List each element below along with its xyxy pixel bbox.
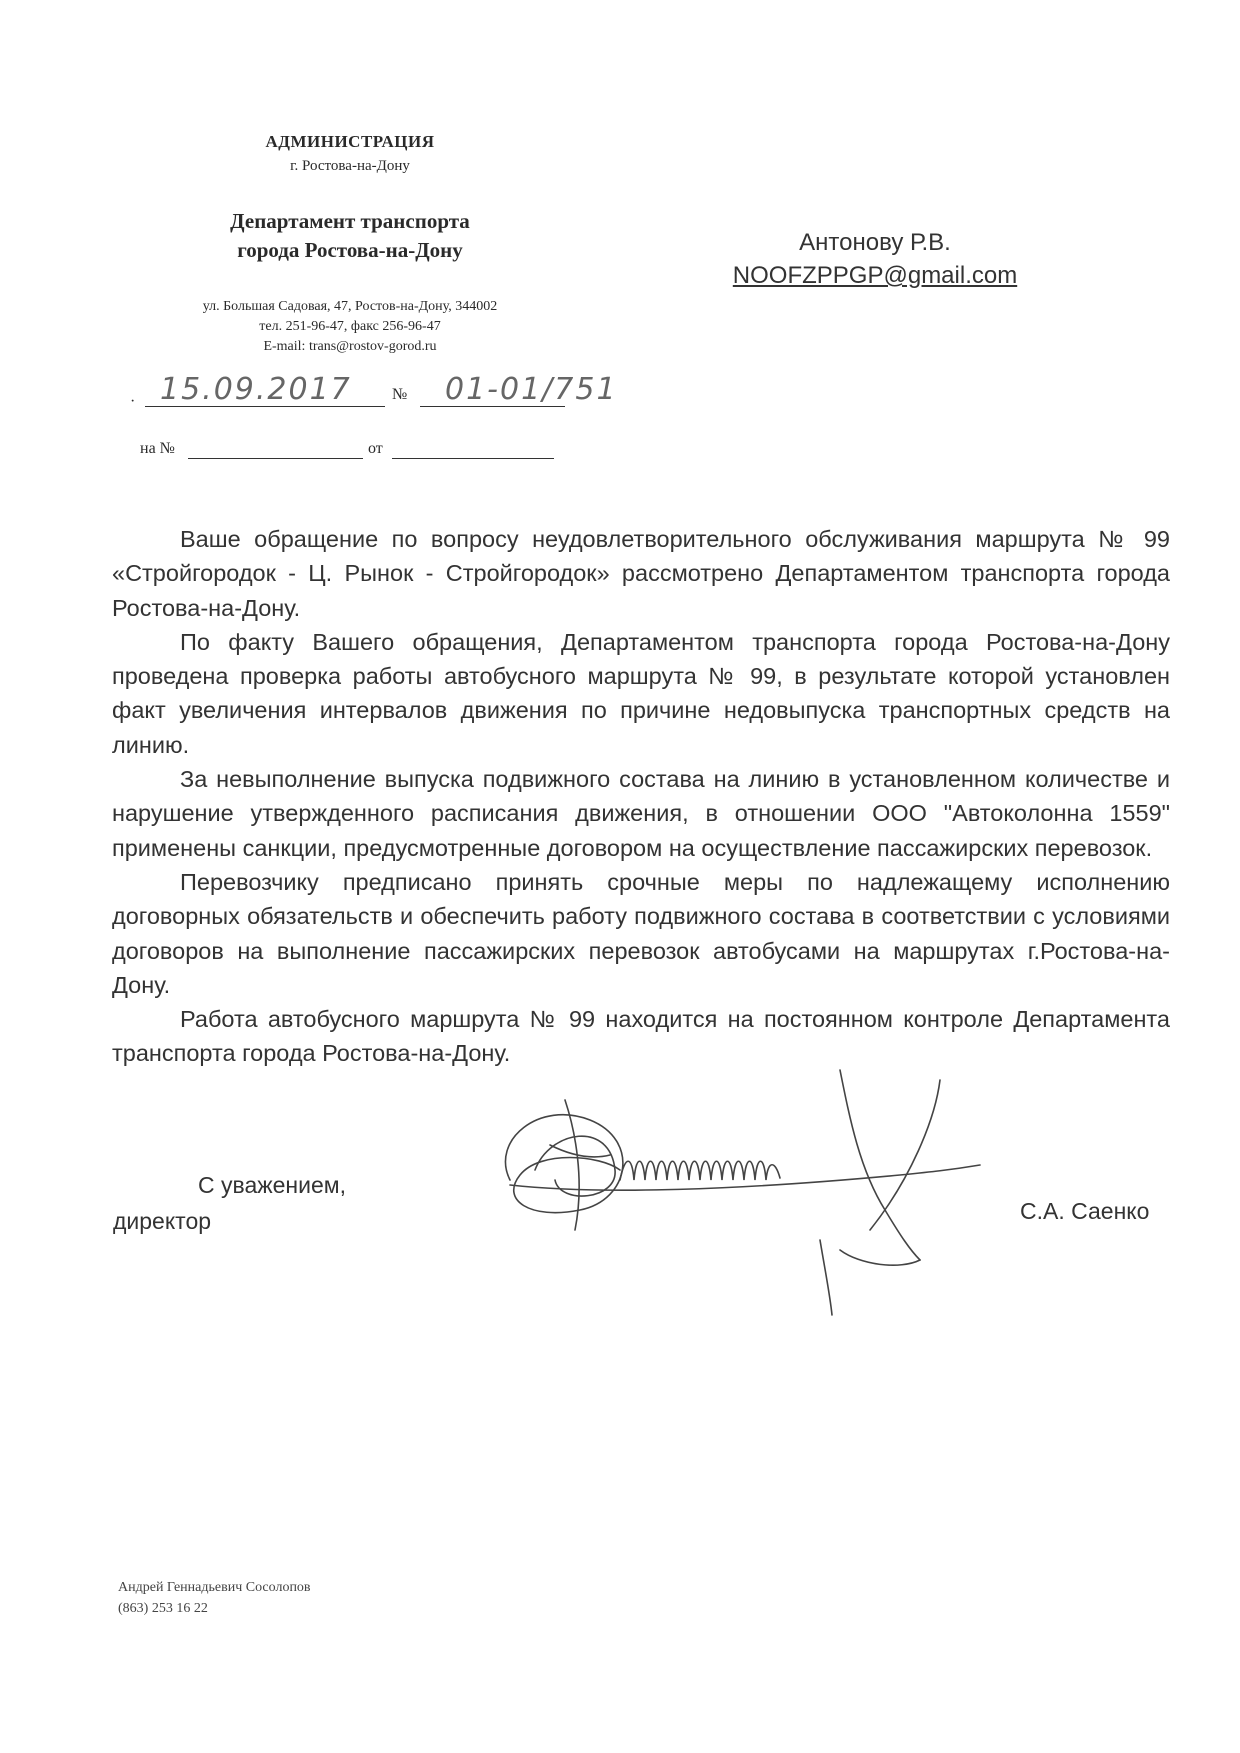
letterhead-city: г. Ростова-на-Дону xyxy=(290,158,410,174)
letterhead-admin: АДМИНИСТРАЦИЯ xyxy=(265,132,435,151)
addressee-email: NOOFZPPGP@gmail.com xyxy=(732,262,1018,289)
registration-date: 15.09.2017 xyxy=(160,372,352,407)
body-paragraph: Работа автобусного маршрута № 99 находится на постоянном контроле Департамента транспорта города Ростова-на-Дону. xyxy=(112,1006,1170,1067)
addressee-block xyxy=(700,226,1050,292)
letterhead-contacts xyxy=(110,297,590,357)
body-paragraph: По факту Вашего обращения, Департаментом транспорта города Ростова-на-Дону проведена проверка работы автобусного маршрута № 99, в результате которой установлен факт увеличения интервалов движения по причине недовыпуска транспортных средств на линию. xyxy=(112,628,1170,758)
reference-date-label: от xyxy=(368,440,383,457)
letterhead-email: E-mail: trans@rostov-gorod.ru xyxy=(263,339,437,354)
letterhead-department xyxy=(160,207,540,265)
registration-bullet: · xyxy=(130,393,136,410)
signer-name: С.А. Саенко xyxy=(1020,1198,1150,1224)
registration-number-label: № xyxy=(392,386,408,403)
department-line-1: Департамент транспорта xyxy=(230,209,470,233)
letterhead-address: ул. Большая Садовая, 47, Ростов-на-Дону, 344002 xyxy=(202,299,498,314)
signature-image xyxy=(480,1060,1000,1320)
letter-body xyxy=(112,522,1170,1071)
body-paragraph: За невыполнение выпуска подвижного состава на линию в установленном количестве и нарушение утвержденного расписания движения, в отношении ООО "Автоколонна 1559" применены санкции, предусмотренные договором на осуществление пассажирских перевозок. xyxy=(112,766,1170,861)
reference-number-label: на № xyxy=(140,440,175,457)
closing-position: директор xyxy=(113,1208,212,1234)
reference-date-line xyxy=(392,440,554,459)
closing-regards: С уважением, xyxy=(198,1172,346,1198)
body-paragraph: Ваше обращение по вопросу неудовлетворительного обслуживания маршрута № 99 «Стройгородок - Ц. Рынок - Стройгородок» рассмотрено Департаментом транспорта города Ростова-на-Дону. xyxy=(112,526,1170,621)
addressee-name: Антонову Р.В. xyxy=(799,229,951,256)
body-paragraph: Перевозчику предписано принять срочные меры по надлежащему исполнению договорных обязательств и обеспечить работу подвижного состава в соответствии с условиями договоров на выполнение пассажирских перевозок автобусами на маршрутах г.Ростова-на-Дону. xyxy=(112,868,1170,998)
footer-phone: (863) 253 16 22 xyxy=(118,1601,208,1616)
registration-number: 01-01/751 xyxy=(445,372,618,407)
department-line-2: города Ростова-на-Дону xyxy=(237,238,463,262)
reference-number-line xyxy=(188,440,363,459)
letterhead-phone: тел. 251-96-47, факс 256-96-47 xyxy=(259,319,441,334)
footer-executor: Андрей Геннадьевич Сосолопов xyxy=(118,1580,311,1595)
